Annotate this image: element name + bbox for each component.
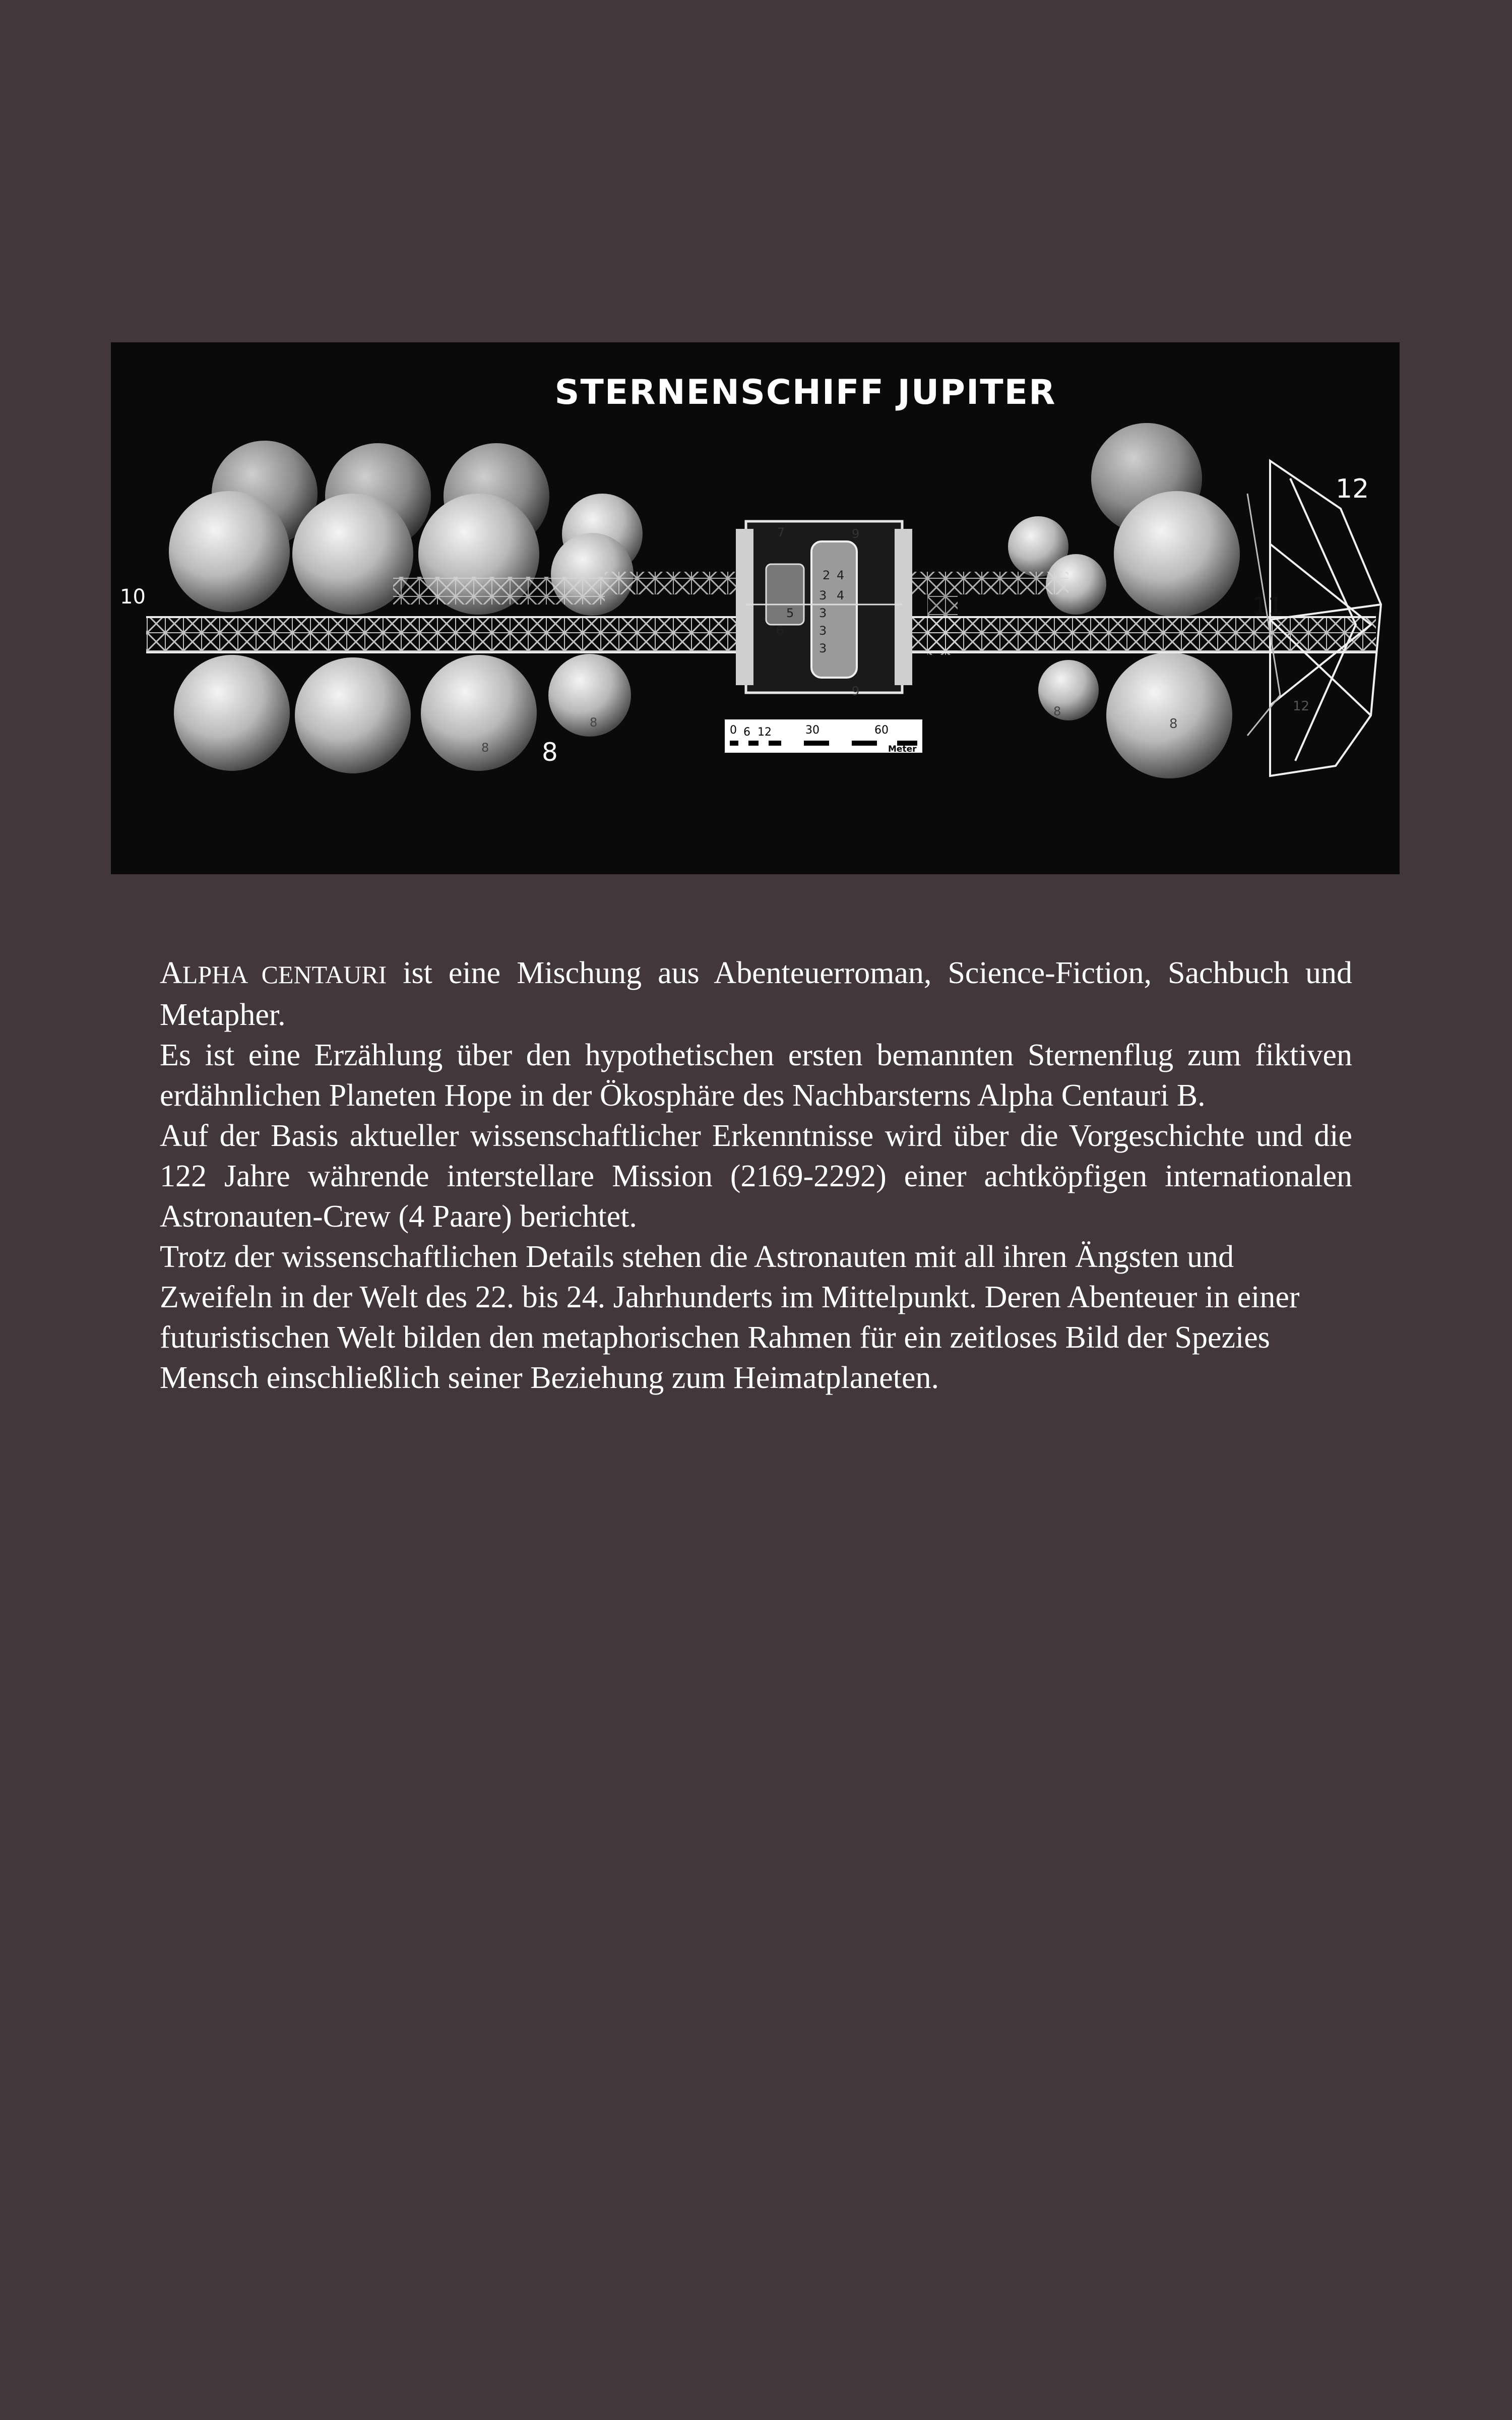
label-9-top: 9 [852,527,860,541]
label-3-d: 3 [819,641,827,655]
sphere-lower-row [174,652,1232,778]
label-8-d: 8 [1169,716,1178,732]
starship-illustration [111,342,1400,874]
label-12: 12 [1336,474,1369,504]
label-8-b: 8 [590,715,598,730]
sphere-upper-row [169,491,1240,617]
scale-tick-6: 6 [743,726,750,739]
scale-tick-12: 12 [758,726,772,739]
label-4-b: 4 [837,588,845,602]
blurb-paragraph-2: Es ist eine Erzählung über den hypothetischen ersten bemannten Sternenflug zum fiktiven erdähnlichen Planeten Hope in der Ökosphäre des Nachbarsterns Alpha Centauri B. [160,1038,1352,1113]
label-7: 7 [777,525,785,539]
blurb-paragraph-1-rest: ist eine Mischung aus Abenteuerroman, Science-Fiction, Sachbuch und Metapher. [160,956,1352,1032]
scale-tick-0: 0 [730,724,737,737]
label-3-a: 3 [819,588,827,602]
label-12-small: 12 [1293,699,1310,714]
label-3-c: 3 [819,624,827,638]
label-5: 5 [786,606,794,620]
label-11: 11 [1252,592,1284,621]
label-9-bottom: 9 [852,684,860,698]
scale-unit: Meter [888,744,917,754]
label-6: 6 [776,624,784,638]
label-8-big: 8 [542,738,558,767]
illustration-title: STERNENSCHIFF JUPITER [554,373,1056,412]
back-cover-blurb [160,953,1352,1398]
starship-drawing [111,342,1400,874]
blurb-paragraph-4: Trotz der wissenschaftlichen Details stehen die Astronauten mit all ihren Ängsten und Zweifeln in der Welt des 22. bis 24. Jahrhunderts im Mittelpunkt. Deren Abenteuer in einer futuristischen Welt bilden den metaphorischen Rahmen für ein zeitloses Bild der Spezies Mensch einschließlich seiner Beziehung zum Heimatplaneten. [160,1240,1300,1395]
scale-tick-30: 30 [805,724,820,737]
blurb-paragraph-1 [160,953,1352,1035]
label-4-a: 4 [837,568,845,582]
blurb-paragraph-3: Auf der Basis aktueller wissenschaftlicher Erkenntnisse wird über die Vorgeschichte und die 122 Jahre währende interstellare Mission (2169-2292) einer achtköpfigen internationalen Astronauten-Crew (4 Paare) berichtet. [160,1119,1352,1234]
label-2: 2 [823,568,831,582]
scale-tick-60: 60 [874,724,889,737]
label-3-b: 3 [819,606,827,620]
blurb-title-smallcaps: LPHA CENTAURI [182,960,387,989]
label-8-a: 8 [481,741,489,755]
label-10: 10 [120,585,146,609]
label-8-c: 8 [1053,704,1061,718]
blurb-initial: A [160,956,182,990]
scale-bar [725,719,922,754]
